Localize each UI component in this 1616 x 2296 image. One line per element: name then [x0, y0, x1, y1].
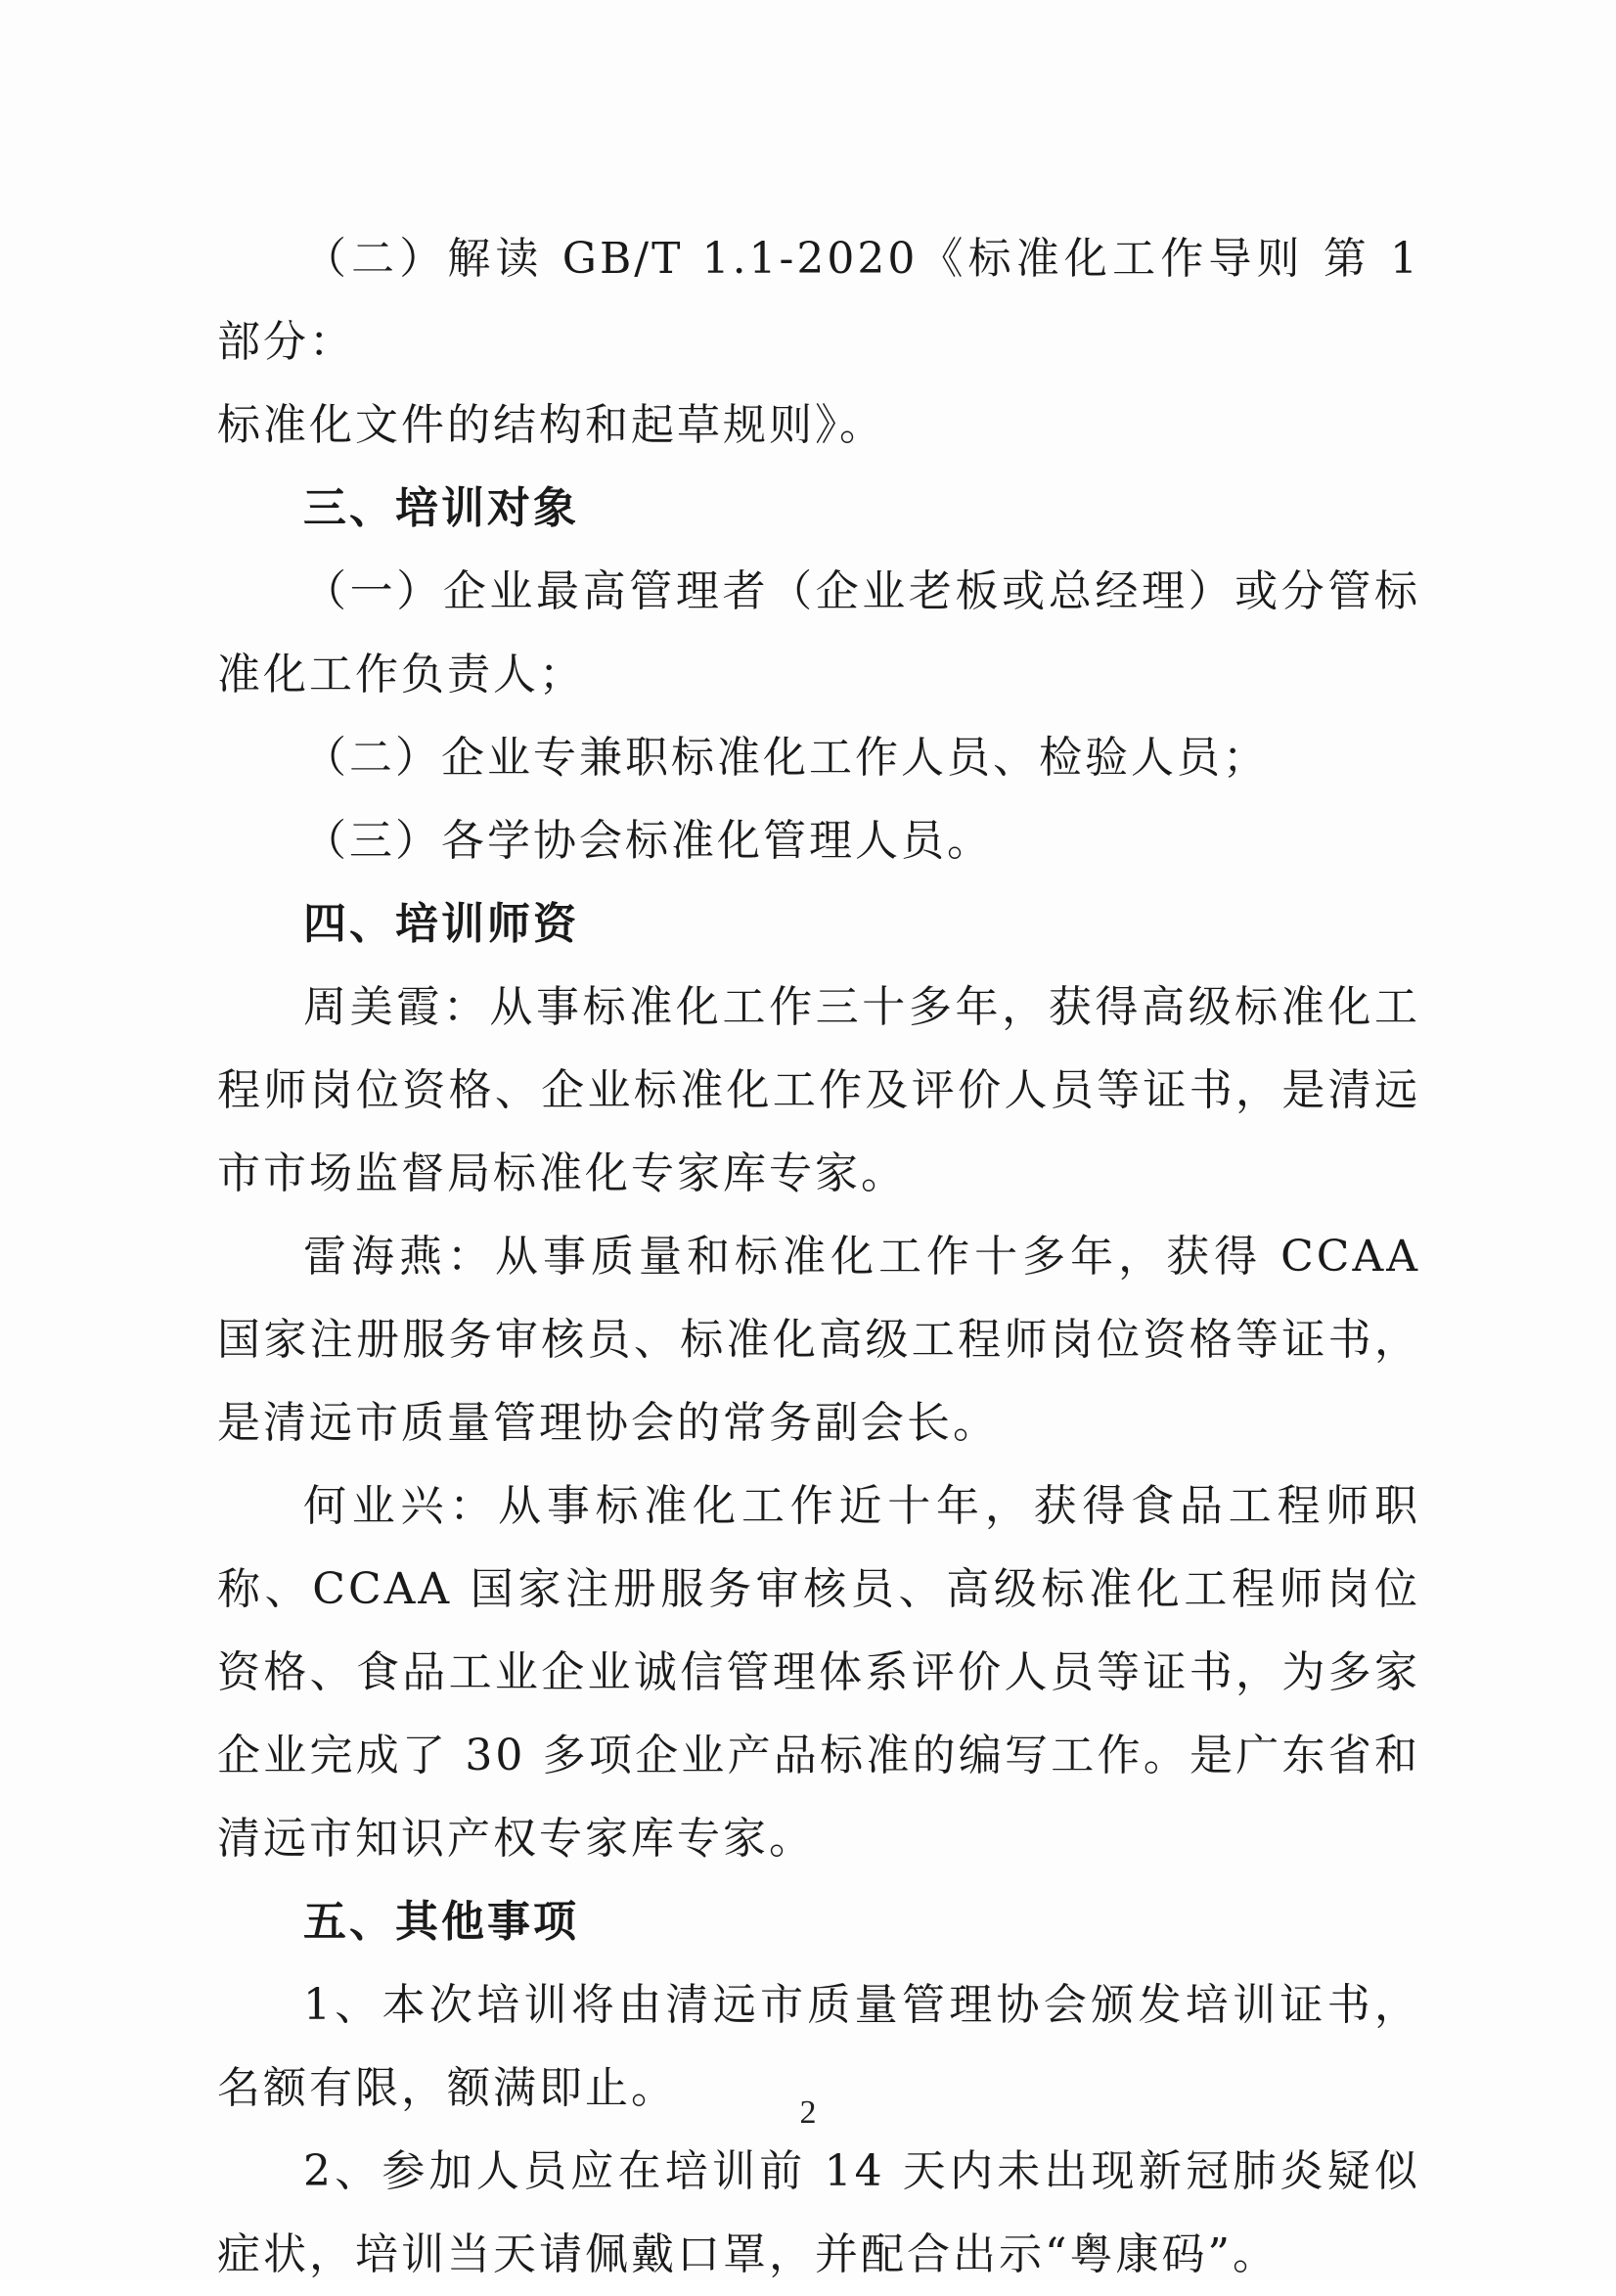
section4-heading: 四、培训师资 — [303, 899, 579, 949]
section2-item2-line2: 标准化文件的结构和起草规则》。 — [217, 400, 885, 450]
section5-heading: 五、其他事项 — [303, 1897, 579, 1947]
teacher-he: 何业兴：从事标准化工作近十年，获得食品工程师职称、CCAA 国家注册服务审核员、高级标准化工程师岗位资格、食品工业企业诚信管理体系评价人员等证书，为多家企业完成了 30 多项企业产品标准的编写工作。是广东省和清远市知识产权专家库专家。 — [217, 1481, 1420, 1864]
page-number: 2 — [799, 2094, 817, 2131]
document-body — [217, 217, 1420, 2296]
section5-item-2: 2、参加人员应在培训前 14 天内未出现新冠肺炎疑似症状，培训当天请佩戴口罩，并配合出示“粤康码”。 — [217, 2146, 1420, 2279]
section3-item-1: （一）企业最高管理者（企业老板或总经理）或分管标准化工作负责人； — [217, 566, 1420, 699]
teacher-lei: 雷海燕：从事质量和标准化工作十多年，获得 CCAA 国家注册服务审核员、标准化高级工程师岗位资格等证书，是清远市质量管理协会的常务副会长。 — [217, 1232, 1420, 1448]
section3-heading: 三、培训对象 — [303, 483, 579, 533]
teacher-zhou: 周美霞：从事标准化工作三十多年，获得高级标准化工程师岗位资格、企业标准化工作及评价人员等证书，是清远市市场监督局标准化专家库专家。 — [217, 982, 1420, 1198]
section2-item2-line1: （二）解读 GB/T 1.1-2020《标准化工作导则 第 1 部分： — [217, 234, 1420, 367]
section5-item-1: 1、本次培训将由清远市质量管理协会颁发培训证书，名额有限，额满即止。 — [217, 1980, 1420, 2113]
section3-item-2: （二）企业专兼职标准化工作人员、检验人员； — [303, 733, 1269, 783]
section3-item-3: （三）各学协会标准化管理人员。 — [303, 816, 993, 866]
